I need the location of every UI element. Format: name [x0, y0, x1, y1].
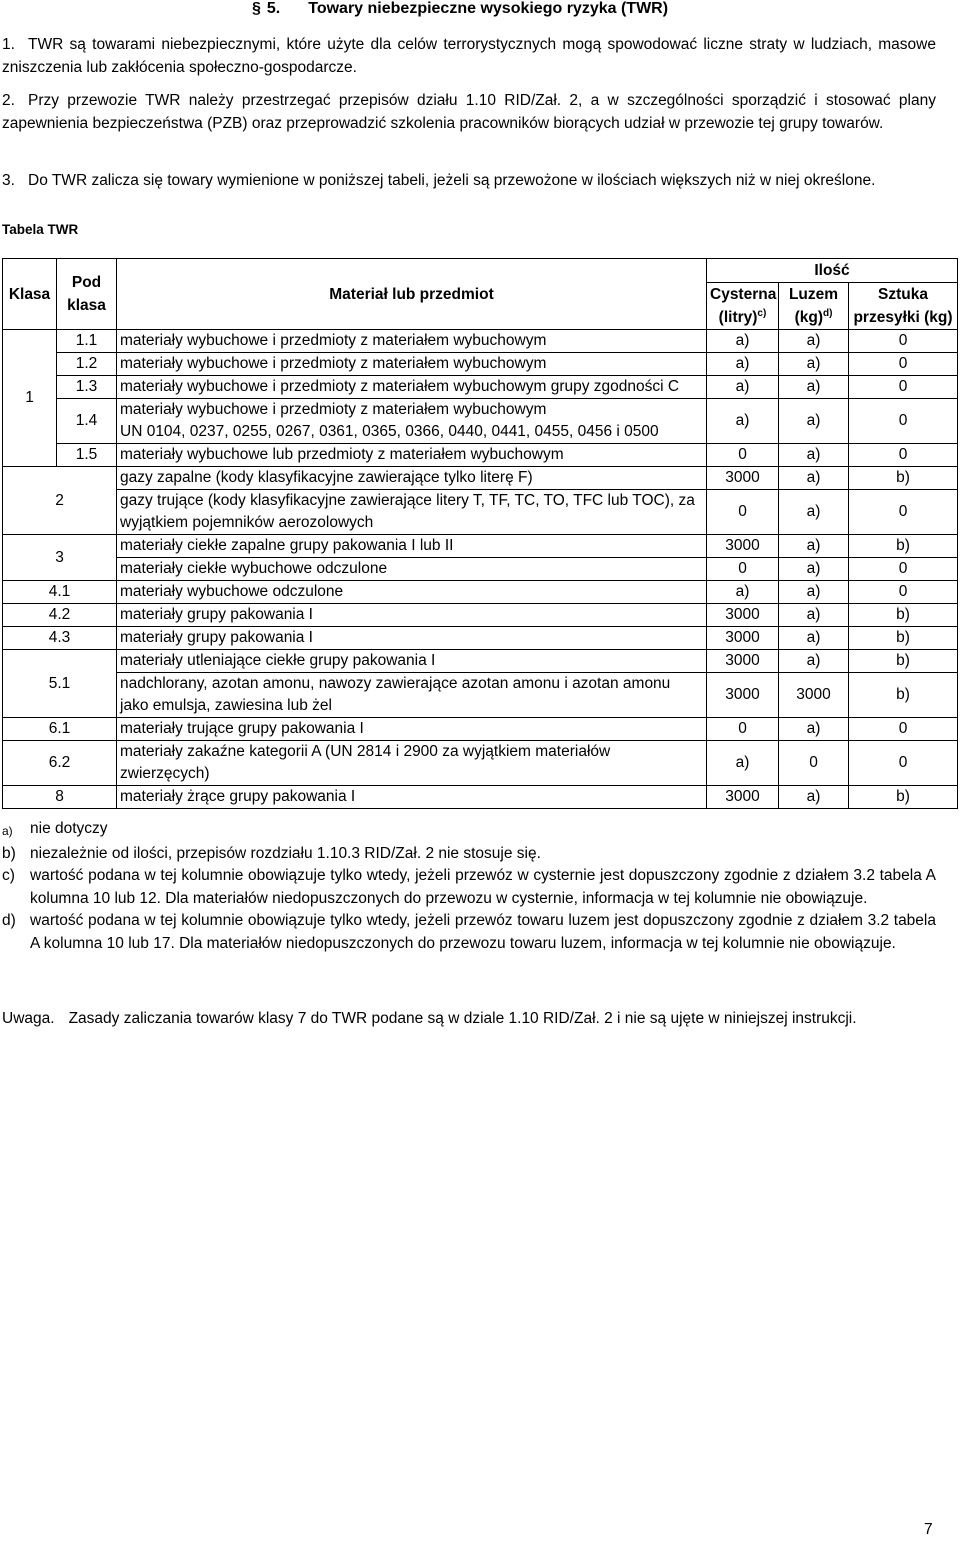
table-row — [3, 581, 958, 604]
cell-cysterna: 3000 — [707, 627, 779, 650]
table-header-row — [3, 259, 958, 283]
cell-luzem: a) — [779, 330, 849, 353]
cell-pod-klasa: 1.3 — [57, 376, 117, 399]
cell-klasa: 8 — [3, 786, 117, 809]
table-row — [3, 673, 958, 718]
cell-material: materiały wybuchowe i przedmioty z materiałem wybuchowym — [117, 330, 707, 353]
cell-klasa: 5.1 — [3, 650, 117, 718]
cell-cysterna: 3000 — [707, 467, 779, 490]
footnote-ref-d: d) — [822, 307, 833, 319]
paragraph-text: TWR są towarami niebezpiecznymi, które użyte dla celów terrorystycznych mogą spowodować liczne straty w ludziach, masowe zniszczenia lub zakłócenia społeczno-gospodarcze. — [2, 36, 936, 76]
cell-cysterna: 0 — [707, 558, 779, 581]
footnote-text: niezależnie od ilości, przepisów rozdziału 1.10.3 RID/Zał. 2 nie stosuje się. — [30, 844, 541, 862]
cell-luzem: a) — [779, 399, 849, 444]
cell-material: nadchlorany, azotan amonu, nawozy zawierające azotan amonu i azotan amonu jako emulsja, zawiesina lub żel — [117, 673, 707, 718]
table-row — [3, 718, 958, 741]
cell-material: gazy zapalne (kody klasyfikacyjne zawierające tylko literę F) — [117, 467, 707, 490]
cell-sztuka: b) — [849, 535, 958, 558]
section-heading — [252, 0, 668, 18]
cell-luzem: a) — [779, 444, 849, 467]
cell-cysterna: a) — [707, 399, 779, 444]
cell-material: materiały grupy pakowania I — [117, 604, 707, 627]
table-row — [3, 490, 958, 535]
cell-sztuka: b) — [849, 650, 958, 673]
header-material: Materiał lub przedmiot — [117, 259, 707, 330]
cell-cysterna: a) — [707, 353, 779, 376]
cell-sztuka: 0 — [849, 330, 958, 353]
paragraph-2 — [2, 89, 936, 135]
cell-sztuka: 0 — [849, 718, 958, 741]
remark-key: Uwaga. — [2, 1010, 55, 1027]
cell-cysterna: 3000 — [707, 535, 779, 558]
footnote-key: a) — [2, 824, 13, 838]
paragraph-text: Przy przewozie TWR należy przestrzegać przepisów działu 1.10 RID/Zał. 2, a w szczególności sporządzić i stosować plany zapewnienia bezpieczeństwa (PZB) oraz przeprowadzić szkolenia pracowników biorących udział w przewozie tej grupy towarów. — [2, 92, 936, 132]
cell-sztuka: 0 — [849, 444, 958, 467]
cell-sztuka: b) — [849, 604, 958, 627]
table-title: Tabela TWR — [2, 222, 79, 237]
cell-material: gazy trujące (kody klasyfikacyjne zawierające litery T, TF, TC, TO, TFC lub TOC), za wyjątkiem pojemników aerozolowych — [117, 490, 707, 535]
footnote-d — [2, 910, 936, 955]
cell-luzem: a) — [779, 376, 849, 399]
cell-pod-klasa: 1.2 — [57, 353, 117, 376]
cell-sztuka: 0 — [849, 353, 958, 376]
cell-luzem: a) — [779, 353, 849, 376]
header-klasa: Klasa — [3, 259, 57, 330]
cell-luzem: a) — [779, 786, 849, 809]
table-row — [3, 467, 958, 490]
paragraph-1 — [2, 33, 936, 79]
cell-sztuka: 0 — [849, 741, 958, 786]
cell-klasa: 2 — [3, 467, 117, 535]
header-luzem — [779, 283, 849, 330]
remark — [2, 1010, 857, 1028]
cell-klasa: 6.1 — [3, 718, 117, 741]
cell-cysterna: 3000 — [707, 650, 779, 673]
cell-material: materiały wybuchowe lub przedmioty z materiałem wybuchowym — [117, 444, 707, 467]
table-row — [3, 376, 958, 399]
cell-cysterna: 0 — [707, 490, 779, 535]
cell-sztuka: b) — [849, 786, 958, 809]
table-row — [3, 535, 958, 558]
cell-pod-klasa: 1.5 — [57, 444, 117, 467]
section-sign: § — [252, 0, 261, 17]
paragraph-text: Do TWR zalicza się towary wymienione w poniższej tabeli, jeżeli są przewożone w ilościach większych niż w niej określone. — [28, 172, 876, 189]
header-cysterna-label: Cysterna — [710, 286, 777, 303]
header-pod-klasa: Pod klasa — [57, 259, 117, 330]
header-ilosc: Ilość — [707, 259, 958, 283]
footnote-a — [2, 818, 936, 843]
cell-sztuka: b) — [849, 673, 958, 718]
header-sztuka-label: Sztuka — [878, 286, 928, 303]
footnote-text: wartość podana w tej kolumnie obowiązuje tylko wtedy, jeżeli przewóz towaru luzem jest dopuszczony zgodnie z działem 3.2 tabela A kolumna 10 lub 17. Dla materiałów niedopuszczonych do przewozu towaru luzem, informacja w tej kolumnie nie obowiązuje. — [30, 912, 936, 952]
cell-klasa: 1 — [3, 330, 57, 467]
cell-cysterna: a) — [707, 376, 779, 399]
cell-cysterna: 0 — [707, 444, 779, 467]
cell-material: materiały zakaźne kategorii A (UN 2814 i 2900 za wyjątkiem materiałów zwierzęcych) — [117, 741, 707, 786]
cell-sztuka: b) — [849, 467, 958, 490]
footnote-ref-c: c) — [757, 307, 767, 319]
table-row — [3, 627, 958, 650]
cell-klasa: 4.2 — [3, 604, 117, 627]
cell-luzem: a) — [779, 718, 849, 741]
cell-material: materiały wybuchowe i przedmioty z materiałem wybuchowym grupy zgodności C — [117, 376, 707, 399]
twr-table — [2, 258, 958, 809]
cell-luzem: a) — [779, 650, 849, 673]
cell-pod-klasa: 1.4 — [57, 399, 117, 444]
cell-luzem: a) — [779, 604, 849, 627]
table-row — [3, 604, 958, 627]
cell-luzem: a) — [779, 490, 849, 535]
header-luzem-unit: (kg) — [794, 309, 823, 326]
table-row — [3, 558, 958, 581]
footnote-key: c) — [2, 867, 15, 884]
cell-material: materiały trujące grupy pakowania I — [117, 718, 707, 741]
cell-cysterna: a) — [707, 741, 779, 786]
footnote-text: wartość podana w tej kolumnie obowiązuje tylko wtedy, jeżeli przewóz w cysternie jest dopuszczony zgodnie z działem 3.2 tabela A kolumna 10 lub 12. Dla materiałów niedopuszczonych do przewozu w cysternie, informacja w tej kolumnie nie obowiązuje. — [30, 867, 936, 907]
cell-material: materiały utleniające ciekłe grupy pakowania I — [117, 650, 707, 673]
footnotes — [2, 818, 936, 955]
cell-material: materiały ciekłe zapalne grupy pakowania I lub II — [117, 535, 707, 558]
cell-klasa: 4.1 — [3, 581, 117, 604]
cell-klasa: 6.2 — [3, 741, 117, 786]
paragraph-number: 2. — [2, 92, 15, 109]
remark-text: Zasady zaliczania towarów klasy 7 do TWR podane są w dziale 1.10 RID/Zał. 2 i nie są ujęte w niniejszej instrukcji. — [68, 1010, 857, 1027]
cell-luzem: 0 — [779, 741, 849, 786]
table-row — [3, 399, 958, 444]
cell-material: materiały grupy pakowania I — [117, 627, 707, 650]
cell-sztuka: 0 — [849, 558, 958, 581]
cell-luzem: a) — [779, 535, 849, 558]
cell-sztuka: 0 — [849, 376, 958, 399]
cell-klasa: 4.3 — [3, 627, 117, 650]
cell-cysterna: 3000 — [707, 673, 779, 718]
paragraph-number: 3. — [2, 172, 15, 189]
cell-cysterna: 0 — [707, 718, 779, 741]
cell-sztuka: b) — [849, 627, 958, 650]
cell-pod-klasa: 1.1 — [57, 330, 117, 353]
table-row — [3, 330, 958, 353]
cell-cysterna: a) — [707, 330, 779, 353]
footnote-b — [2, 843, 936, 866]
cell-cysterna: 3000 — [707, 604, 779, 627]
cell-sztuka: 0 — [849, 581, 958, 604]
cell-cysterna: 3000 — [707, 786, 779, 809]
cell-sztuka: 0 — [849, 399, 958, 444]
paragraph-3 — [2, 169, 936, 192]
cell-material — [117, 399, 707, 444]
material-line-2: UN 0104, 0237, 0255, 0267, 0361, 0365, 0366, 0440, 0441, 0455, 0456 i 0500 — [120, 423, 659, 440]
cell-luzem: a) — [779, 558, 849, 581]
footnote-key: b) — [2, 844, 16, 862]
table-row — [3, 353, 958, 376]
cell-material: materiały żrące grupy pakowania I — [117, 786, 707, 809]
material-line-1: materiały wybuchowe i przedmioty z materiałem wybuchowym — [120, 401, 547, 418]
table-row — [3, 741, 958, 786]
footnote-text: nie dotyczy — [30, 820, 108, 837]
header-sztuka-unit: przesyłki (kg) — [853, 309, 953, 326]
cell-cysterna: a) — [707, 581, 779, 604]
table-row — [3, 444, 958, 467]
table-row — [3, 650, 958, 673]
page-number: 7 — [924, 1521, 933, 1538]
footnote-key: d) — [2, 912, 16, 929]
cell-luzem: a) — [779, 627, 849, 650]
paragraph-number: 1. — [2, 36, 15, 53]
footnote-c — [2, 865, 936, 910]
header-luzem-label: Luzem — [788, 286, 839, 303]
cell-material: materiały wybuchowe i przedmioty z materiałem wybuchowym — [117, 353, 707, 376]
cell-klasa: 3 — [3, 535, 117, 581]
cell-sztuka: 0 — [849, 490, 958, 535]
header-sztuka — [849, 283, 958, 330]
cell-material: materiały ciekłe wybuchowe odczulone — [117, 558, 707, 581]
header-cysterna-unit: (litry) — [718, 309, 758, 326]
table-row — [3, 786, 958, 809]
cell-luzem: a) — [779, 581, 849, 604]
cell-luzem: 3000 — [779, 673, 849, 718]
section-title: Towary niebezpieczne wysokiego ryzyka (TWR) — [308, 0, 669, 17]
cell-material: materiały wybuchowe odczulone — [117, 581, 707, 604]
section-number: 5. — [266, 0, 281, 17]
header-cysterna — [707, 283, 779, 330]
cell-luzem: a) — [779, 467, 849, 490]
